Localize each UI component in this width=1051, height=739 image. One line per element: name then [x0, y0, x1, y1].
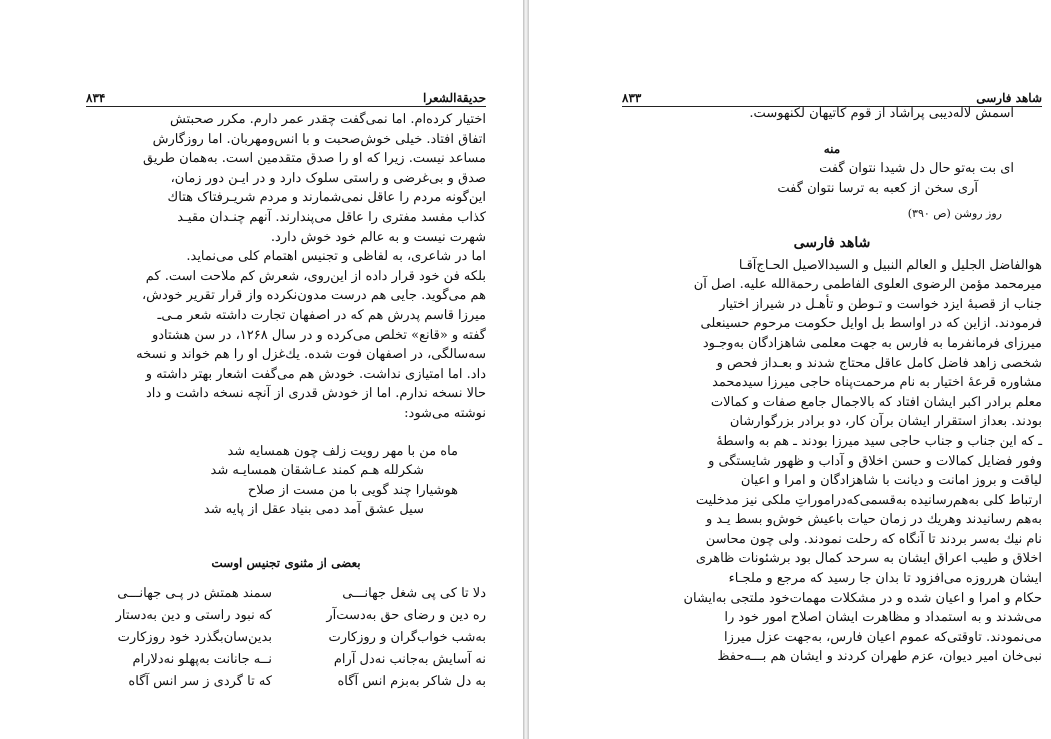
- text-line: گفته و «قانع» تخلص می‌کرده و در سال ۱۲۶۸، در سن هشتادو: [151, 327, 486, 343]
- text-line: می‌شدند و به استمداد و مظاهرت ایشان اصلاح امور خود را: [724, 610, 1042, 626]
- text-line: سه‌سالگی، در اصفهان فوت شده. یك‌غزل او را هم خواند و نسخه: [136, 347, 486, 363]
- text-line: وفور فضایل کمالات و حسن اخلاق و آداب و ظهور شایستگی و: [708, 453, 1042, 469]
- text-line: می‌نمودند. تاوقتی‌که عموم اعیان فارس، به‌جهت عزل میرزا: [724, 629, 1042, 645]
- text-line: اتفاق افتاد. خیلی خوش‌صحبت و با انس‌ومهربان. اما روزگارش: [152, 131, 486, 147]
- masnavi-title: بعضی از مثنوی تجنیس اوست: [211, 555, 361, 570]
- text-line: اختیار کرده‌ام. اما نمی‌گفت چقدر عمر دارم. مکرر صحبتش: [169, 112, 486, 127]
- right-verse: [622, 159, 1014, 198]
- hemistich: بدین‌سان‌بگذرد خود روزکارت: [117, 630, 272, 646]
- right-paragraph: [622, 256, 1042, 667]
- text-line: ارتباط کلی به‌هم‌رسانیده به‌قسمی‌که‌دراموراتِ ملکی نیز مدخلیت: [695, 492, 1042, 508]
- left-page: [0, 0, 523, 739]
- left-prose-2: [86, 247, 486, 423]
- text-line: حالا نسخه ندارم. اما از خودش قدری از آنچه نسخه داشت و داد: [146, 386, 486, 402]
- hemistich: نــه جانانت به‌پهلو نه‌دلارام: [132, 652, 272, 668]
- verse-line: ای بت به‌تو حال دل شیدا نتوان گفت: [819, 161, 1014, 177]
- text-line: معلم برادر اکبر ایشان افتاد که بالاجمال جامع صفات و کمالات: [710, 394, 1042, 410]
- minho-label: منه: [823, 141, 841, 156]
- left-page-body: [86, 110, 486, 693]
- text-line: نبی‌خان امیر دیوان، عزم طهران کردند و ایشان هم بـــه‌حفظ: [717, 649, 1042, 665]
- verse-line: هوشیارا چند گویی با من مست از صلاح: [247, 482, 458, 498]
- left-prose-1: [86, 110, 486, 247]
- text-line: میرزا قاسم پدرش هم که در اصفهان تجارت داشته شعر مـی‌ـ: [157, 307, 486, 323]
- text-line: میرزای فرمانفرما به فارس به جهت معلمی شاهزادگان به‌وجـود: [702, 335, 1042, 351]
- text-line: هوالفاضل الجلیل و العالم النبیل و السیدالاصیل الحـاج‌آقـا: [738, 257, 1042, 273]
- verse-line: ماه من با مهر رویت زلف چون همسایه شد: [227, 443, 458, 459]
- right-page-body: [622, 104, 1042, 667]
- text-line: اما در شاعری، به لفاظی و تجنیس اهتمام کلی می‌نماید.: [186, 249, 486, 265]
- left-page-number: ۸۳۴: [86, 91, 106, 105]
- text-line: مساعد نیست. زیرا که او را صدق متقدمین است. به‌همان طریق: [143, 151, 486, 167]
- text-line: شهرت نیست و به عالم خود خوش دارد.: [270, 229, 486, 245]
- text-line: میرمحمد مؤمن الرضوی العلوی الفاطمی رحمةالله علیه. اصل آن: [693, 277, 1042, 293]
- hemistich: به دل شاکر به‌بزم انس آگاه: [337, 674, 486, 690]
- text-line: بودند. بعداز استقرار ایشان برآن کار، دو برادر بزرگوارشان: [729, 414, 1042, 430]
- text-line: جناب از قصبهٔ ایزد خواست و تـوطن و تأهـل در شیراز اختیار: [719, 296, 1042, 312]
- hemistich: که تا گردی ز سر انس آگاه: [128, 674, 272, 690]
- right-header-title: شاهد فارسی: [976, 91, 1042, 105]
- hemistich: به‌شب خواب‌گران و روزکارت: [328, 630, 486, 646]
- verse-line: سیل عشق آمد دمی بنیاد عقل از پایه شد: [203, 502, 424, 518]
- section-title: شاهد فارسی: [793, 234, 871, 251]
- text-line: هم می‌گوید. جایی هم درست مدون‌نکرده واز قرار تقریر خودش،: [141, 288, 486, 304]
- hemistich: سمند همتش در پـی جهانـــی: [117, 586, 272, 602]
- text-line: به‌هم رسانیدند وهریك در زمان حیات باعیش خوش‌و بسط یـد و: [705, 512, 1042, 528]
- text-line: داد. اما امتیازی نداشت. خودش هم می‌گفت اشعار بهتر داشته و: [145, 366, 486, 382]
- text-line: نوشته می‌شود:: [404, 405, 486, 421]
- text-line: این‌گونه مردم را عاقل نمی‌شمارند و مردم شریـرفتاک هتاك: [167, 190, 486, 206]
- source-reference: روز روشن (ص ۳۹۰): [907, 207, 1002, 221]
- text-line: اخلاق و طیب اعراق ایشان به سرحد کمال بود برشئونات ظاهری: [695, 551, 1042, 567]
- text-line: کذاب مفسد مفتری را عاقل می‌پندارند. آنهم چنـدان مقیـد: [177, 209, 486, 225]
- intro-line: اسمش لاله‌دیبی پراشاد از قوم کاتیهان لکنهوست.: [749, 106, 1014, 121]
- hemistich: دلا تا کی پی شغل جهانـــی: [342, 586, 486, 602]
- verse-line: آری سخن از کعبه به ترسا نتوان گفت: [777, 180, 978, 196]
- text-line: مشاوره قرعهٔ اختیار به نام مرحمت‌پناه حاجی میرزا سیدمحمد: [712, 375, 1042, 391]
- hemistich: نه آسایش به‌جانب نه‌دل آرام: [333, 652, 486, 668]
- text-line: بلکه فن خود قرار داده از این‌روی، شعرش کم ملاحت است. کم: [145, 268, 486, 284]
- text-line: ـ که این جناب و جناب حاجی سید میرزا بودند ـ هم به واسطهٔ: [716, 433, 1042, 449]
- left-header-title: حدیقة‌الشعرا: [423, 91, 486, 105]
- text-line: نام نیك به‌سر بردند تا آنگاه که رحلت نمودند. ولی چون محاسن: [705, 531, 1042, 547]
- right-page: [529, 0, 1051, 739]
- left-page-header: [86, 87, 486, 107]
- hemistich: ره دین و رضای حق به‌دست‌آر: [326, 608, 486, 624]
- text-line: لیاقت و بروز امانت و دیانت با شاهزادگان و امرا و اعیان: [740, 473, 1042, 489]
- masnavi-verses: [86, 583, 486, 693]
- text-line: فرمودند. ازاین که در اواسط بل اوایل حکومت مرحوم حسینعلی: [700, 316, 1042, 332]
- text-line: ایشان هرروزه می‌افزود تا بدان جا رسید که مرجع و ملجـاء: [728, 571, 1042, 587]
- hemistich: که نبود راستی و دین به‌دستار: [115, 608, 272, 624]
- verse-line: شکرلله هـم کمند عـاشقان همسایـه شد: [210, 463, 424, 479]
- ghazal-verses: [86, 442, 458, 520]
- text-line: حکام و امرا و اعیان شده و در مشکلات مهمات‌خود ملتجی به‌ایشان: [683, 590, 1042, 606]
- right-page-number: ۸۳۳: [622, 91, 642, 105]
- text-line: شخصی زاهد فاضل کامل عاقل محتاج شدند و بعـداز فحص و: [716, 355, 1042, 371]
- text-line: صدق و بی‌غرضی و راستی سلوک دارد و در ایـن دور زمان،: [170, 170, 486, 186]
